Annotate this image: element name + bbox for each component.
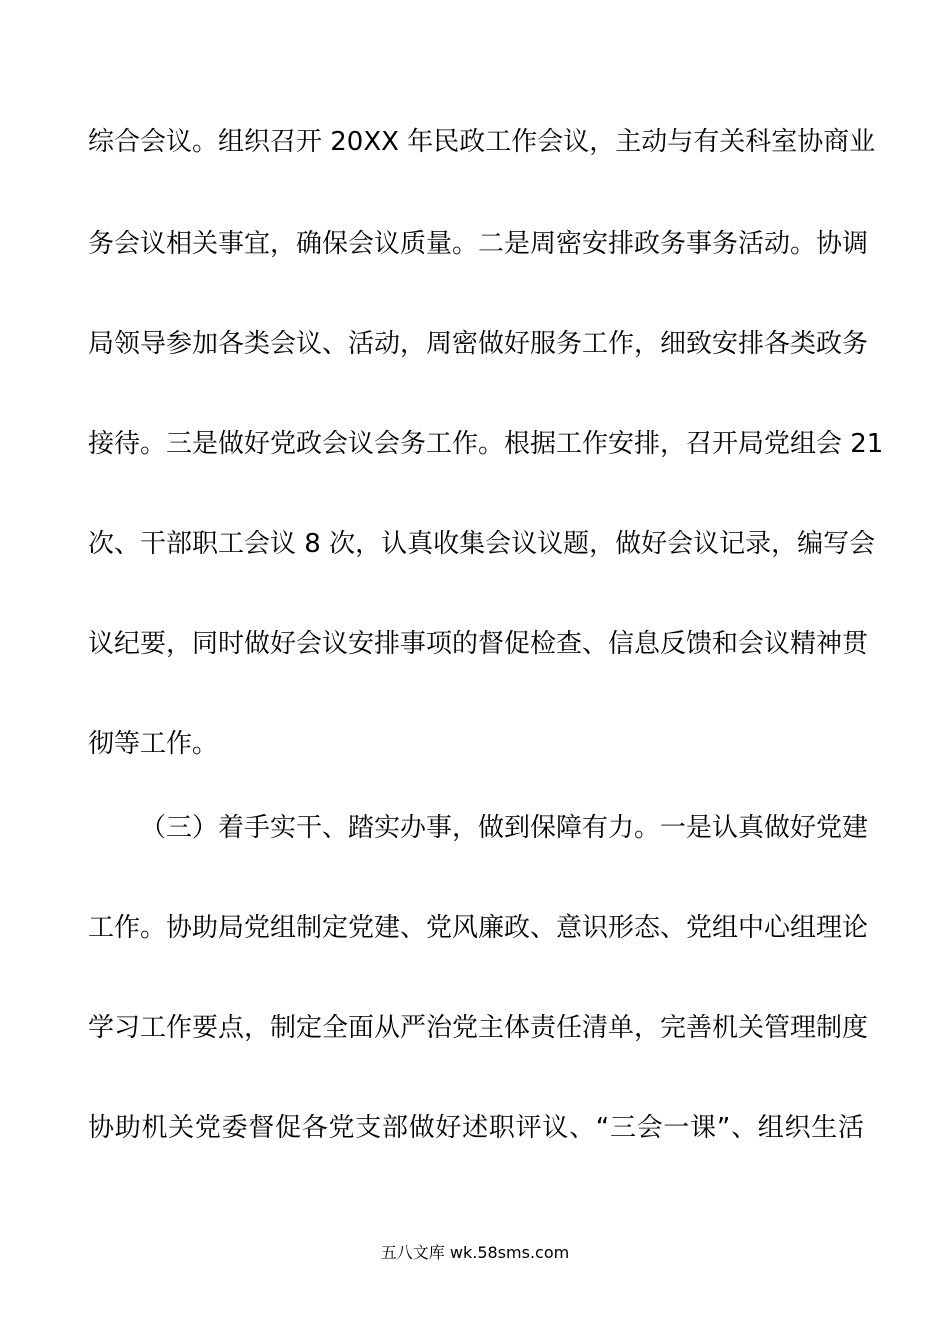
paragraph-line-3: 局领导参加各类会议、活动，周密做好服务工作，细致安排各类政务 [88, 329, 869, 359]
paragraph-line-2: 务会议相关事宜，确保会议质量。二是周密安排政务事务活动。协调 [88, 229, 869, 259]
section-heading-line: （三）着手实干、踏实办事，做到保障有力。一是认真做好党建 [140, 813, 869, 843]
paragraph-line-11: 协助机关党委督促各党支部做好述职评议、“三会一课”、组织生活 [88, 1113, 864, 1143]
paragraph-line-4: 接待。三是做好党政会议会务工作。根据工作安排，召开局党组会 21 [88, 429, 884, 459]
paragraph-line-9: 工作。协助局党组制定党建、党风廉政、意识形态、党组中心组理论 [88, 913, 869, 943]
paragraph-line-1: 综合会议。组织召开 20XX 年民政工作会议，主动与有关科室协商业 [88, 127, 876, 157]
paragraph-line-5: 次、干部职工会议 8 次，认真收集会议议题，做好会议记录，编写会 [88, 529, 876, 559]
footer-watermark: 五八文库 wk.58sms.com [380, 1243, 570, 1262]
paragraph-line-10: 学习工作要点，制定全面从严治党主体责任清单，完善机关管理制度 [88, 1013, 869, 1043]
paragraph-line-7: 彻等工作。 [88, 729, 219, 759]
paragraph-line-6: 议纪要，同时做好会议安排事项的督促检查、信息反馈和会议精神贯 [88, 629, 869, 659]
